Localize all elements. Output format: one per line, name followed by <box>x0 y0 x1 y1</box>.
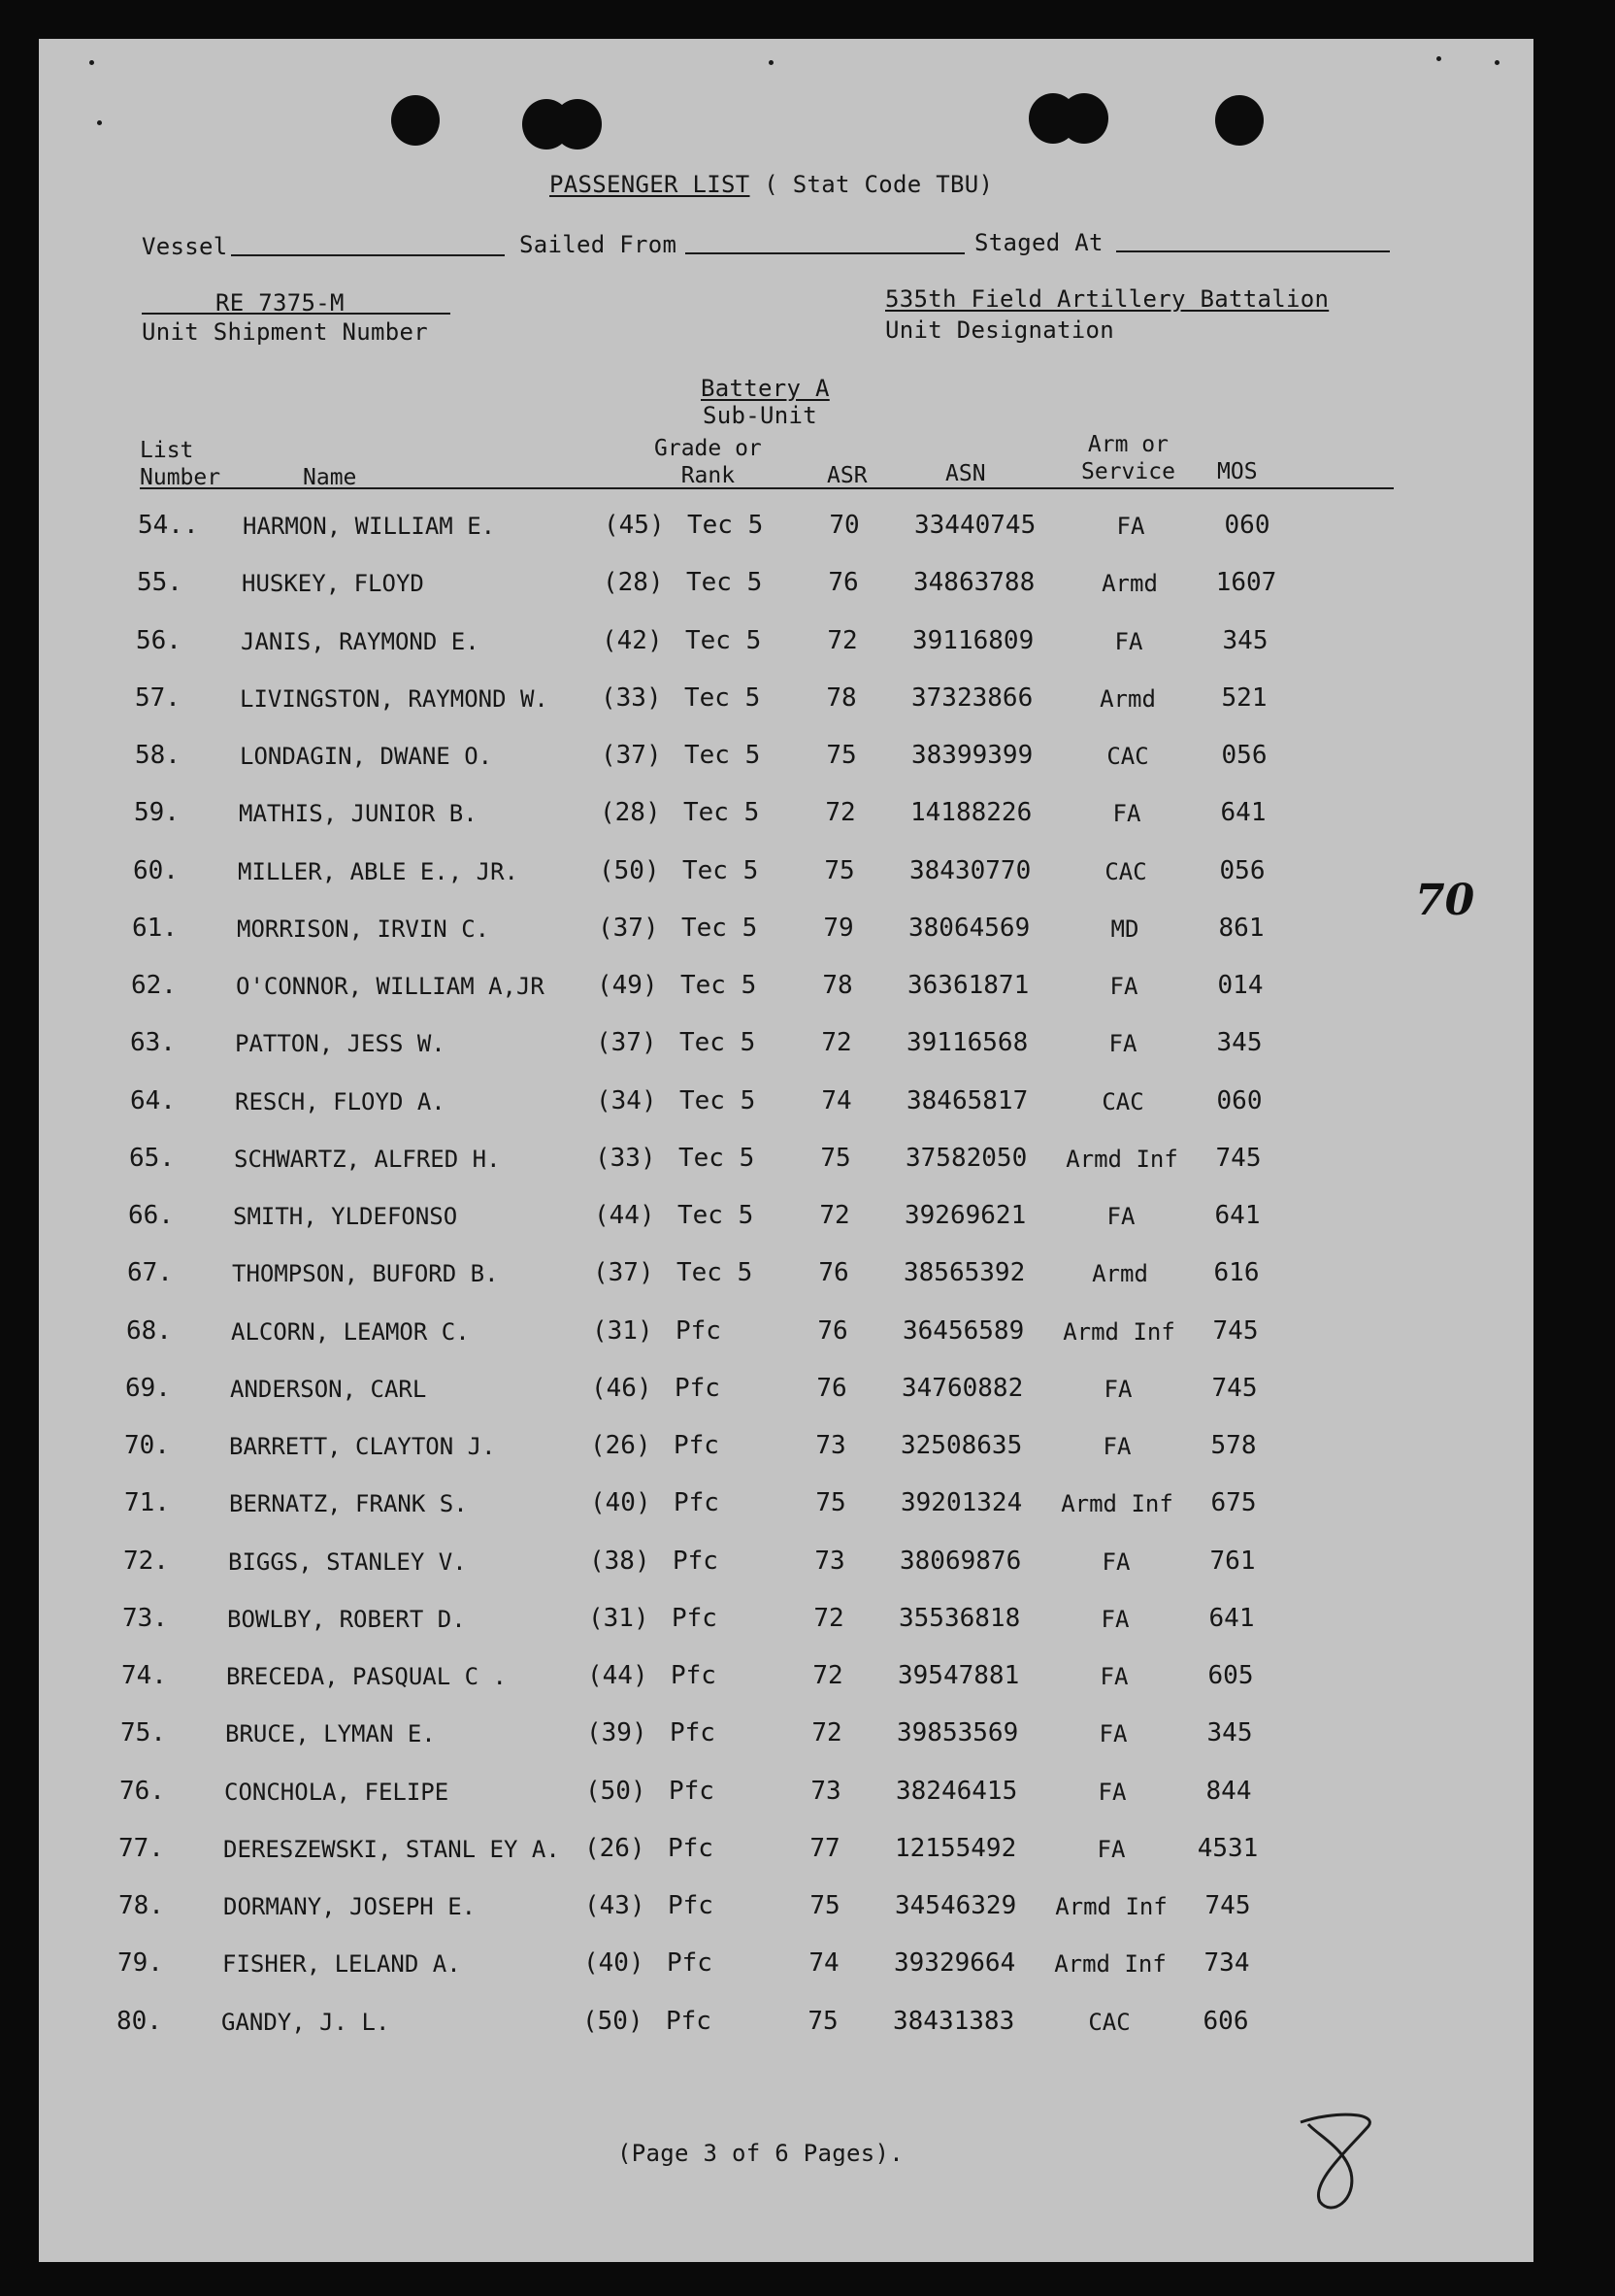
cell-num: 59. <box>134 798 180 828</box>
cell-age: (43) <box>584 1891 645 1920</box>
cell-rank: Pfc <box>674 1431 719 1460</box>
cell-asn: 38431383 <box>893 2006 1015 2036</box>
cell-rank: Pfc <box>669 1776 714 1806</box>
cell-asr: 74 <box>821 1085 852 1115</box>
cell-rank: Tec 5 <box>676 1258 753 1288</box>
cell-rank: Tec 5 <box>685 625 762 655</box>
page-title: PASSENGER LIST <box>549 171 750 198</box>
staged-at-label: Staged At <box>974 229 1104 256</box>
unit-shipment-label: Unit Shipment Number <box>142 318 428 346</box>
cell-num: 56. <box>136 625 181 655</box>
cell-asr: 77 <box>809 1833 840 1863</box>
table-row <box>39 1144 1533 1182</box>
cell-asn: 39116568 <box>906 1028 1029 1058</box>
cell-asn: 38246415 <box>896 1776 1018 1806</box>
cell-num: 65. <box>129 1143 175 1173</box>
cell-num: 57. <box>135 682 181 713</box>
cell-asn: 34760882 <box>902 1373 1024 1403</box>
speck <box>1495 60 1500 65</box>
cell-num: 71. <box>124 1488 170 1518</box>
cell-age: (50) <box>585 1776 646 1806</box>
cell-asr: 75 <box>808 2006 839 2036</box>
cell-num: 58. <box>135 741 181 770</box>
cell-mos: 745 <box>1212 1315 1259 1346</box>
cell-rank: Pfc <box>673 1546 718 1576</box>
table-row <box>39 1374 1533 1413</box>
punch-hole <box>1060 93 1108 144</box>
cell-arm: CAC <box>1104 857 1147 885</box>
speck <box>769 60 774 65</box>
cell-arm: Armd <box>1102 570 1158 598</box>
cell-arm: FA <box>1098 1778 1127 1806</box>
table-row <box>39 1604 1533 1643</box>
cell-arm: FA <box>1099 1720 1128 1748</box>
cell-asn: 38069876 <box>900 1546 1022 1576</box>
cell-num: 68. <box>126 1315 172 1346</box>
cell-name: GANDY, J. L. <box>221 2008 390 2036</box>
cell-rank: Pfc <box>670 1718 715 1748</box>
table-row <box>39 568 1533 607</box>
table-row <box>39 1431 1533 1470</box>
cell-mos: 861 <box>1218 913 1265 943</box>
table-row <box>39 1834 1533 1873</box>
cell-asn: 32508635 <box>901 1431 1023 1460</box>
cell-name: MORRISON, IRVIN C. <box>237 915 490 943</box>
cell-mos: 056 <box>1221 741 1268 770</box>
table-row <box>39 1086 1533 1125</box>
cell-asr: 75 <box>824 855 855 885</box>
table-row <box>39 914 1533 952</box>
cell-age: (50) <box>599 855 660 885</box>
cell-asr: 72 <box>813 1603 844 1633</box>
cell-name: HUSKEY, FLOYD <box>242 570 424 598</box>
table-row <box>39 1028 1533 1067</box>
cell-mos: 345 <box>1216 1028 1263 1058</box>
table-row <box>39 1258 1533 1297</box>
cell-arm: FA <box>1104 1375 1133 1403</box>
cell-age: (42) <box>602 625 663 655</box>
cell-rank: Pfc <box>668 1891 713 1920</box>
cell-asr: 79 <box>823 913 854 943</box>
cell-mos: 761 <box>1209 1546 1256 1576</box>
cell-asn: 36361871 <box>907 971 1030 1000</box>
cell-mos: 060 <box>1224 511 1270 540</box>
cell-asr: 72 <box>811 1718 842 1748</box>
table-row <box>39 626 1533 665</box>
cell-num: 67. <box>127 1258 173 1288</box>
cell-asn: 38565392 <box>904 1258 1026 1288</box>
cell-mos: 844 <box>1205 1776 1252 1806</box>
cell-asn: 34863788 <box>913 568 1036 598</box>
table-row <box>39 1777 1533 1815</box>
cell-mos: 734 <box>1203 1948 1250 1979</box>
cell-name: CONCHOLA, FELIPE <box>224 1778 449 1806</box>
cell-mos: 745 <box>1204 1891 1251 1920</box>
cell-mos: 060 <box>1216 1085 1263 1115</box>
cell-name: BERNATZ, FRANK S. <box>229 1490 468 1518</box>
table-row <box>39 798 1533 837</box>
cell-rank: Pfc <box>666 2006 711 2036</box>
cell-asn: 38064569 <box>908 913 1031 943</box>
cell-name: SCHWARTZ, ALFRED H. <box>234 1145 501 1173</box>
speck <box>1436 56 1441 61</box>
unit-shipment-number: RE 7375-M <box>215 289 345 316</box>
cell-num: 60. <box>133 855 179 885</box>
cell-asr: 78 <box>826 682 857 713</box>
cell-num: 54.. <box>138 511 199 540</box>
cell-asr: 76 <box>816 1373 847 1403</box>
cell-num: 73. <box>122 1603 168 1633</box>
table-row <box>39 971 1533 1010</box>
cell-mos: 745 <box>1215 1143 1262 1173</box>
cell-asr: 72 <box>825 798 856 828</box>
col-list-number: List Number <box>140 438 221 490</box>
cell-rank: Tec 5 <box>678 1143 755 1173</box>
cell-rank: Tec 5 <box>681 913 758 943</box>
cell-asr: 75 <box>815 1488 846 1518</box>
cell-asr: 75 <box>826 741 857 770</box>
cell-name: THOMPSON, BUFORD B. <box>232 1260 499 1288</box>
cell-name: MILLER, ABLE E., JR. <box>238 857 518 885</box>
col-asr: ASR <box>827 463 868 488</box>
cell-rank: Tec 5 <box>677 1201 754 1230</box>
cell-asr: 72 <box>827 625 858 655</box>
cell-name: FISHER, LELAND A. <box>222 1950 461 1979</box>
cell-arm: FA <box>1116 513 1145 540</box>
cell-arm: CAC <box>1088 2008 1131 2036</box>
cell-num: 66. <box>128 1201 174 1230</box>
cell-rank: Pfc <box>671 1661 716 1690</box>
cell-age: (31) <box>592 1315 653 1346</box>
cell-asr: 74 <box>808 1948 840 1979</box>
cell-age: (37) <box>596 1028 657 1058</box>
page-title-suffix: ( Stat Code TBU) <box>764 171 994 198</box>
cell-name: LIVINGSTON, RAYMOND W. <box>240 684 548 713</box>
header-rule <box>140 487 1394 489</box>
cell-age: (38) <box>589 1546 650 1576</box>
table-row <box>39 856 1533 895</box>
col-arm: Arm or Service <box>1081 432 1175 484</box>
cell-age: (44) <box>587 1661 648 1690</box>
cell-num: 69. <box>125 1373 171 1403</box>
vessel-blank <box>231 254 505 256</box>
cell-mos: 014 <box>1217 971 1264 1000</box>
col-grade: Grade or Rank <box>654 436 762 488</box>
cell-asn: 39116809 <box>912 625 1035 655</box>
cell-age: (37) <box>598 913 659 943</box>
cell-name: HARMON, WILLIAM E. <box>243 513 496 540</box>
cell-asn: 37323866 <box>911 682 1034 713</box>
cell-arm: FA <box>1100 1663 1129 1690</box>
cell-asr: 76 <box>817 1315 848 1346</box>
cell-age: (40) <box>590 1488 651 1518</box>
cell-num: 63. <box>130 1028 176 1058</box>
cell-arm: FA <box>1102 1547 1131 1576</box>
cell-rank: Pfc <box>674 1488 719 1518</box>
cell-mos: 056 <box>1219 855 1266 885</box>
cell-rank: Tec 5 <box>683 798 760 828</box>
document-sheet <box>39 39 1533 2262</box>
cell-arm: CAC <box>1106 743 1149 770</box>
table-row <box>39 2007 1533 2046</box>
cell-num: 75. <box>120 1718 166 1748</box>
table-row <box>39 1661 1533 1700</box>
cell-mos: 578 <box>1210 1431 1257 1460</box>
cell-rank: Tec 5 <box>684 741 761 770</box>
page-title-row <box>549 171 993 198</box>
cell-age: (39) <box>586 1718 647 1748</box>
cell-asr: 72 <box>819 1201 850 1230</box>
cell-asn: 39329664 <box>894 1948 1016 1979</box>
cell-mos: 4531 <box>1197 1833 1259 1863</box>
cell-asr: 73 <box>814 1546 845 1576</box>
table-row <box>39 1718 1533 1757</box>
cell-name: DERESZEWSKI, STANL EY A. <box>223 1835 560 1863</box>
sub-unit-value: Battery A <box>701 375 830 402</box>
cell-asn: 34546329 <box>895 1891 1017 1920</box>
cell-mos: 745 <box>1211 1373 1258 1403</box>
cell-asn: 39269621 <box>905 1201 1027 1230</box>
cell-num: 78. <box>118 1891 164 1920</box>
cell-age: (50) <box>582 2006 643 2036</box>
cell-asn: 38465817 <box>906 1085 1029 1115</box>
cell-asr: 76 <box>818 1258 849 1288</box>
cell-rank: Pfc <box>667 1948 712 1979</box>
cell-rank: Pfc <box>668 1833 713 1863</box>
cell-asn: 38430770 <box>909 855 1032 885</box>
cell-asr: 72 <box>821 1028 852 1058</box>
cell-age: (45) <box>604 511 665 540</box>
cell-mos: 1607 <box>1215 568 1277 598</box>
unit-designation: 535th Field Artillery Battalion <box>885 285 1330 313</box>
cell-mos: 641 <box>1214 1201 1261 1230</box>
cell-age: (26) <box>590 1431 651 1460</box>
cell-rank: Tec 5 <box>679 1085 756 1115</box>
cell-arm: Armd Inf <box>1055 1893 1168 1920</box>
cell-arm: FA <box>1112 800 1141 828</box>
speck <box>89 60 94 65</box>
cell-age: (31) <box>588 1603 649 1633</box>
cell-arm: FA <box>1109 973 1138 1000</box>
cell-asr: 75 <box>820 1143 851 1173</box>
col-mos: MOS <box>1217 459 1258 484</box>
cell-name: JANIS, RAYMOND E. <box>241 627 479 655</box>
col-name: Name <box>303 465 357 490</box>
cell-arm: MD <box>1110 915 1139 943</box>
cell-num: 76. <box>119 1776 165 1806</box>
cell-arm: Armd Inf <box>1054 1950 1167 1979</box>
cell-name: RESCH, FLOYD A. <box>235 1087 445 1115</box>
cell-mos: 345 <box>1206 1718 1253 1748</box>
cell-num: 70. <box>124 1431 170 1460</box>
cell-asn: 36456589 <box>903 1315 1025 1346</box>
cell-asr: 76 <box>828 568 859 598</box>
cell-rank: Tec 5 <box>680 971 757 1000</box>
cell-mos: 616 <box>1213 1258 1260 1288</box>
sailed-from-label: Sailed From <box>519 231 677 258</box>
cell-asn: 39547881 <box>898 1661 1020 1690</box>
cell-name: MATHIS, JUNIOR B. <box>239 800 478 828</box>
cell-num: 72. <box>123 1546 169 1576</box>
page-footer: (Page 3 of 6 Pages). <box>617 2140 904 2167</box>
table-row <box>39 1488 1533 1527</box>
cell-arm: Armd Inf <box>1063 1317 1175 1346</box>
cell-rank: Pfc <box>675 1373 720 1403</box>
cell-arm: Armd Inf <box>1066 1145 1178 1173</box>
unit-designation-label: Unit Designation <box>885 316 1114 344</box>
cell-num: 62. <box>131 971 177 1000</box>
cell-rank: Tec 5 <box>684 682 761 713</box>
cell-age: (33) <box>595 1143 656 1173</box>
cell-num: 61. <box>132 913 178 943</box>
cell-name: O'CONNOR, WILLIAM A,JR <box>236 973 544 1000</box>
cell-name: BRUCE, LYMAN E. <box>225 1720 436 1748</box>
cell-age: (44) <box>594 1201 655 1230</box>
cell-mos: 521 <box>1221 682 1268 713</box>
cell-arm: FA <box>1106 1203 1136 1230</box>
cell-name: PATTON, JESS W. <box>235 1030 445 1058</box>
cell-rank: Pfc <box>676 1315 721 1346</box>
cell-arm: Armd Inf <box>1061 1490 1173 1518</box>
cell-num: 79. <box>117 1948 163 1979</box>
cell-mos: 675 <box>1210 1488 1257 1518</box>
cell-asn: 38399399 <box>911 741 1034 770</box>
margin-note: 70 <box>1415 876 1475 925</box>
cell-asn: 39853569 <box>897 1718 1019 1748</box>
cell-name: ALCORN, LEAMOR C. <box>231 1317 470 1346</box>
table-row <box>39 1948 1533 1987</box>
table-row <box>39 683 1533 722</box>
cell-mos: 641 <box>1208 1603 1255 1633</box>
cell-mos: 641 <box>1220 798 1267 828</box>
cell-name: BRECEDA, PASQUAL C . <box>226 1663 507 1690</box>
sub-unit-label: Sub-Unit <box>703 402 817 429</box>
cell-name: BIGGS, STANLEY V. <box>228 1547 467 1576</box>
cell-rank: Pfc <box>672 1603 717 1633</box>
cell-asn: 14188226 <box>910 798 1033 828</box>
cell-num: 80. <box>116 2006 162 2036</box>
cell-num: 64. <box>130 1085 176 1115</box>
cell-asr: 72 <box>812 1661 843 1690</box>
cell-num: 74. <box>121 1661 167 1690</box>
staged-at-blank <box>1116 250 1390 252</box>
cell-asn: 39201324 <box>901 1488 1023 1518</box>
cell-age: (37) <box>601 741 662 770</box>
table-row <box>39 1201 1533 1240</box>
punch-hole <box>1215 95 1264 146</box>
table-row <box>39 741 1533 780</box>
cell-arm: FA <box>1114 627 1143 655</box>
table-row <box>39 1316 1533 1355</box>
cell-asn: 12155492 <box>895 1833 1017 1863</box>
speck <box>97 120 102 125</box>
cell-asr: 73 <box>815 1431 846 1460</box>
cell-name: BOWLBY, ROBERT D. <box>227 1605 466 1633</box>
cell-arm: Armd <box>1092 1260 1148 1288</box>
cell-name: LONDAGIN, DWANE O. <box>240 743 493 770</box>
cell-asn: 35536818 <box>899 1603 1021 1633</box>
cell-age: (37) <box>593 1258 654 1288</box>
cell-age: (34) <box>596 1085 657 1115</box>
cell-name: SMITH, YLDEFONSO <box>233 1203 458 1230</box>
cell-mos: 606 <box>1203 2006 1249 2036</box>
cell-age: (49) <box>597 971 658 1000</box>
cell-arm: Armd <box>1100 684 1156 713</box>
cell-rank: Tec 5 <box>682 855 759 885</box>
cell-asr: 73 <box>810 1776 841 1806</box>
cell-asr: 70 <box>829 511 860 540</box>
cell-arm: FA <box>1103 1433 1132 1460</box>
cell-name: BARRETT, CLAYTON J. <box>229 1433 496 1460</box>
cell-name: ANDERSON, CARL <box>230 1375 427 1403</box>
cell-arm: FA <box>1101 1605 1130 1633</box>
cell-num: 77. <box>118 1833 164 1863</box>
cell-arm: FA <box>1097 1835 1126 1863</box>
cell-age: (40) <box>583 1948 644 1979</box>
table-row <box>39 1891 1533 1930</box>
vessel-label: Vessel <box>142 233 228 260</box>
cell-asr: 78 <box>822 971 853 1000</box>
cell-arm: FA <box>1108 1030 1137 1058</box>
cell-age: (26) <box>584 1833 645 1863</box>
table-row <box>39 511 1533 549</box>
cell-asr: 75 <box>809 1891 840 1920</box>
cell-mos: 605 <box>1207 1661 1254 1690</box>
cell-rank: Tec 5 <box>679 1028 756 1058</box>
cell-age: (33) <box>601 682 662 713</box>
handwritten-mark <box>1281 2095 1398 2221</box>
sailed-from-blank <box>685 252 965 254</box>
cell-age: (28) <box>600 798 661 828</box>
cell-asn: 37582050 <box>906 1143 1028 1173</box>
cell-num: 55. <box>137 568 182 598</box>
punch-hole <box>391 95 440 146</box>
unit-shipment-underline <box>142 313 450 315</box>
cell-rank: Tec 5 <box>687 511 764 540</box>
cell-age: (28) <box>603 568 664 598</box>
cell-asn: 33440745 <box>914 511 1037 540</box>
cell-rank: Tec 5 <box>686 568 763 598</box>
cell-arm: CAC <box>1102 1087 1144 1115</box>
punch-hole <box>553 99 602 150</box>
cell-mos: 345 <box>1222 625 1269 655</box>
cell-name: DORMANY, JOSEPH E. <box>223 1893 477 1920</box>
cell-age: (46) <box>591 1373 652 1403</box>
col-asn: ASN <box>945 461 986 486</box>
table-row <box>39 1547 1533 1585</box>
